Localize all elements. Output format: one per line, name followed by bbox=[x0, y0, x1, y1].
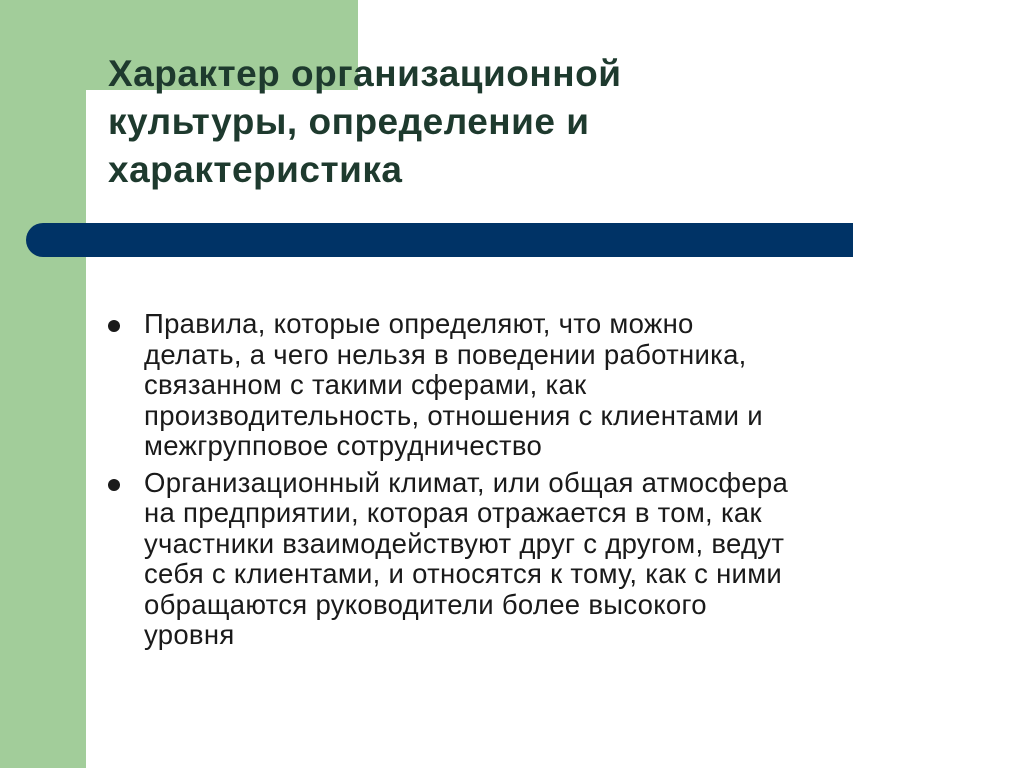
bullet-text-line: связанном с такими сферами, как bbox=[144, 369, 587, 400]
title-line: культуры, определение и bbox=[108, 101, 590, 142]
bullet-text-line: делать, а чего нельзя в поведении работника, bbox=[144, 338, 747, 370]
title-line: характеристика bbox=[108, 149, 403, 190]
bullet-text-line: производительность, отношения с клиентами и bbox=[144, 399, 763, 431]
bullet-item-rules bbox=[108, 309, 948, 462]
bullet-text-line: межгрупповое сотрудничество bbox=[144, 430, 543, 461]
left-accent-bar bbox=[0, 0, 86, 768]
bullet-text-line: обращаются руководители более высокого bbox=[144, 588, 707, 620]
bullet-text-line: себя с клиентами, и относятся к тому, как с ними bbox=[144, 558, 783, 589]
title-line: Характер организационной bbox=[108, 53, 622, 94]
bullet-text-line: Организационный климат, или общая атмосфера bbox=[144, 466, 789, 498]
bullet-text-line: Правила, которые определяют, что можно bbox=[144, 308, 694, 339]
bullet-text-line: участники взаимодействуют друг с другом, ведут bbox=[144, 527, 785, 559]
bullet-item-climate bbox=[108, 468, 948, 651]
bullet-dot-icon bbox=[108, 320, 120, 332]
bullet-text-line: уровня bbox=[144, 619, 235, 650]
slide-title bbox=[108, 50, 808, 194]
bullet-text-line: на предприятии, которая отражается в том, как bbox=[144, 497, 762, 528]
bullet-dot-icon bbox=[108, 479, 120, 491]
title-divider-bar bbox=[26, 223, 853, 257]
bullet-list bbox=[108, 309, 948, 657]
